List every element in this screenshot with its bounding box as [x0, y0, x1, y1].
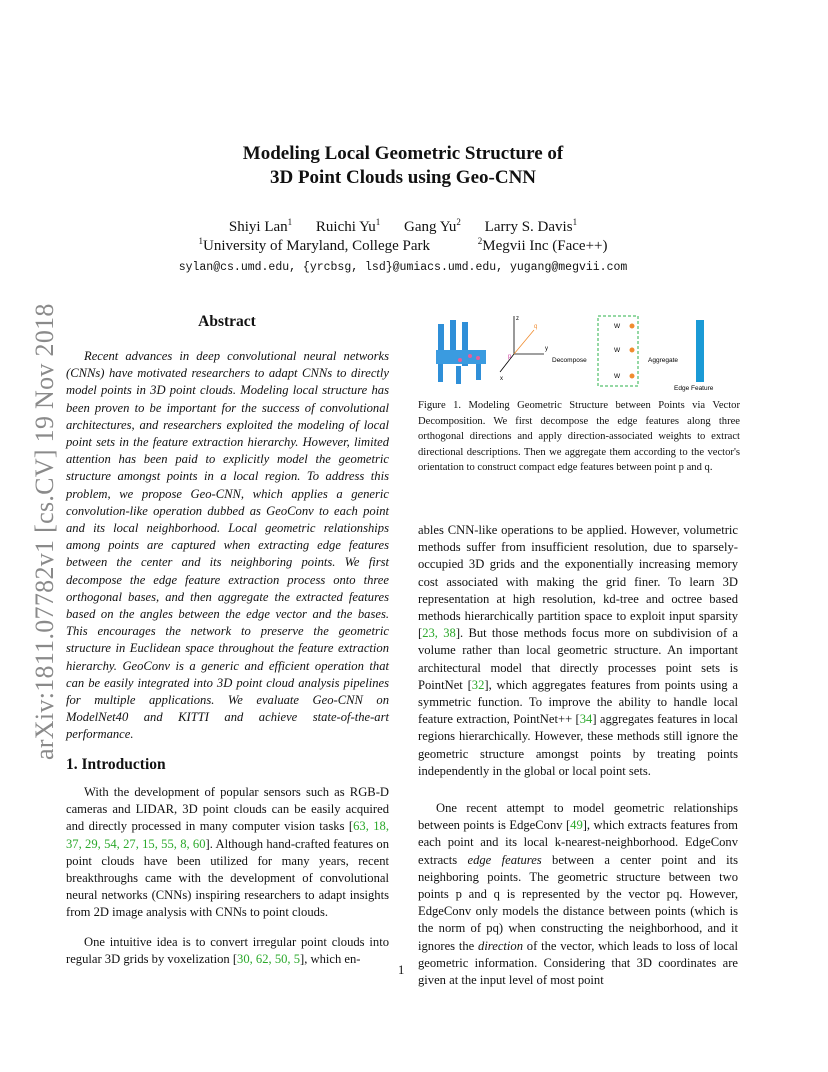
citation[interactable]: 23, 38: [422, 626, 456, 641]
weight-3: W: [614, 373, 621, 380]
figure-1: [430, 310, 730, 400]
axes-diagram: [500, 316, 544, 372]
author: Ruichi Yu$^1$: [315, 217, 381, 235]
affiliation: $^1$University of Maryland, College Park: [198, 236, 431, 254]
section-heading-introduction: 1. Introduction: [66, 756, 166, 773]
arxiv-sidebar: [10, 290, 59, 760]
weight-1: W: [614, 323, 621, 330]
citation[interactable]: 49: [570, 818, 583, 833]
affiliation-list: [0, 238, 806, 255]
author: Gang Yu$^2$: [404, 217, 461, 235]
affiliation: $^2$Megvii Inc (Face++): [477, 236, 608, 254]
figure-caption: Figure 1. Modeling Geometric Structure between Points via Vector Decomposition. We first decompose the edge features along three orthogonal directions and apply direction-associated weights to extract directional descriptions. Then we aggregate them according to the vector's orientation to construct compact edge features between point p and q.: [418, 400, 740, 473]
abstract-text: Recent advances in deep convolutional neural networks (CNNs) have motivated researchers to adapt CNNs to directly model points in 3D point clouds. Modeling local structure has been proven to be important for the success of convolutional architectures, and researchers exploited the modeling of local point sets in the feature extraction hierarchy. However, limited attention has been paid to explicitly model the geometric structure amongst points in a local region. To address this problem, we propose Geo-CNN, which applies a generic convolution-like operation dubbed as GeoConv to each point and its local neighborhood. Local geometric relationships among points are captured when extracting edge features between the center and its neighboring points. We first decompose the edge feature extraction process onto three orthogonal bases, and then aggregate the extracted features based on the angles between the edge vector and the bases. This encourages the network to preserve the geometric structure in Euclidean space throughout the feature extraction hierarchy. GeoConv is a generic and efficient operation that can be easily integrated into 3D point cloud analysis pipelines for multiple applications. We evaluate Geo-CNN on ModelNet40 and KITTI and achieve state-of-the-art performance.: [66, 349, 389, 742]
weight-2: W: [614, 347, 621, 354]
right-paragraph-2: One recent attempt to model geometric relationships between points is EdgeConv [49], which extracts features from each point and its local k-nearest-neighborhood. EdgeConv extracts edge features between a center point and its neighboring points. The geometric structure between two points p and q is represented by the vector pq. However, EdgeConv only models the distance between points (which is the norm of pq) when constructing the neighborhood, and it ignores the direction of the vector, which leads to loss of local geometric information. Considering that 3D coordinates are given at the input level of most point: [418, 801, 738, 988]
axis-x-label: x: [500, 376, 503, 382]
paper-title: [0, 142, 806, 190]
aggregate-label: Aggregate: [648, 357, 678, 364]
intro-paragraph-1: With the development of popular sensors such as RGB-D cameras and LIDAR, 3D point clouds can be easily acquired and directly processed in many computer vision tasks [63, 18, 37, 29, 54, 27, 15, 55, 8, 60]. Although hand-crafted features on point clouds have been utilized for many years, recent breakthroughs came with the development of convolutional neural networks (CNNs) inspiring researchers to adapt insights from 2D image analysis with CNNs to point clouds.: [66, 785, 389, 920]
author-emails: sylan@cs.umd.edu, {yrcbsg, lsd}@umiacs.umd.edu, yugang@megvii.com: [178, 261, 628, 274]
author: Larry S. Davis$^1$: [484, 217, 578, 235]
axis-y-label: y: [545, 346, 548, 352]
author: Shiyi Lan$^1$: [228, 217, 293, 235]
edge-feature-bar: [696, 320, 704, 382]
axis-z-label: z: [516, 316, 519, 322]
title-line-1: Modeling Local Geometric Structure of: [242, 143, 564, 164]
citation[interactable]: 63, 18, 37, 29, 54, 27, 15, 55, 8, 60: [66, 819, 389, 851]
intro-paragraph-2: One intuitive idea is to convert irregular point clouds into regular 3D grids by voxelization [30, 62, 50, 5], which en-: [66, 935, 389, 967]
arxiv-id: arXiv:1811.07782v1 [cs.CV] 19 Nov 2018: [30, 303, 59, 760]
citation[interactable]: 34: [579, 712, 593, 727]
chair-point-cloud: [436, 320, 486, 384]
page-number: 1: [398, 963, 405, 977]
point-q-label: q: [534, 324, 538, 330]
point-p-label: p: [508, 354, 512, 360]
edge-feature-label: Edge Feature: [674, 385, 714, 392]
author-list: [0, 219, 806, 236]
title-line-2: 3D Point Clouds using Geo-CNN: [269, 167, 537, 188]
right-paragraph-1: ables CNN-like operations to be applied. However, volumetric methods suffer from insufficient resolution, due to sparsely-occupied 3D grids and the exponentially increasing memory cost associated with making the grid finer. To learn 3D representation at high resolution, kd-tree and octree based methods hierarchically partition space to exploit input sparsity [23, 38]. But those methods focus more on subdivision of a volume rather than local geometric structure. An important architectural model that directly processes point sets is PointNet [32], which aggregates features from points using a symmetric function. To improve the ability to handle local feature extraction, PointNet++ [34] aggregates features in local regions hierarchically. However, these methods still ignore the geometric structure amongst points by treating points independently in the global or local point sets.: [418, 523, 739, 778]
citation[interactable]: 32: [471, 677, 485, 692]
decompose-label: Decompose: [552, 357, 587, 364]
abstract-heading: Abstract: [198, 313, 256, 330]
citation[interactable]: 30, 62, 50, 5: [237, 952, 300, 967]
